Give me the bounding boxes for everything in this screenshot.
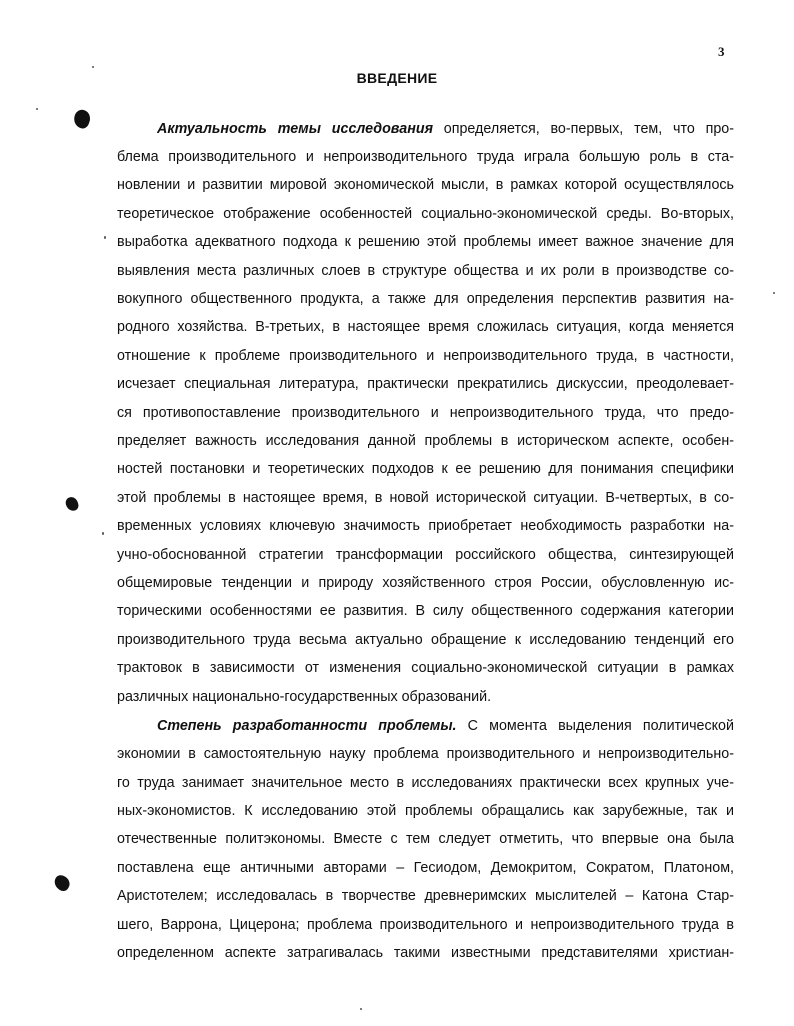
text-line: родного хозяйства. В-третьих, в настоящее время сложилась ситуация, когда меняется xyxy=(117,319,734,335)
text-line: шего, Варрона, Цицерона; проблема производительного и непроизводительного труда в xyxy=(117,917,734,933)
text-line: Актуальность темы исследования определяется, во-первых, тем, что про- xyxy=(157,121,734,137)
text-line: ся противопоставление производительного и непроизводительного труда, что предо- xyxy=(117,405,734,421)
text-line: учно-обоснованной стратегии трансформации российского общества, синтезирующей xyxy=(117,547,734,563)
text-line: вокупного общественного продукта, а также для определения перспектив развития на- xyxy=(117,291,734,307)
text-line: Аристотелем; исследовалась в творчестве древнеримских мыслителей – Катона Стар- xyxy=(117,888,734,904)
text-line: поставлена еще античными авторами – Гесиодом, Демокритом, Сократом, Платоном, xyxy=(117,860,734,876)
text-line: отечественные политэкономы. Вместе с тем следует отметить, что впервые она была xyxy=(117,831,734,847)
text-line: экономии в самостоятельную науку проблема производительного и непроизводительно- xyxy=(117,746,734,762)
text-line: выработка адекватного подхода к решению этой проблемы имеет важное значение для xyxy=(117,234,734,250)
scan-speck xyxy=(104,236,106,239)
scan-speck xyxy=(360,1008,362,1010)
text-line: отношение к проблеме производительного и непроизводительного труда, в частности, xyxy=(117,348,734,364)
scan-mark xyxy=(51,873,72,894)
text-line: Степень разработанности проблемы. С момента выделения политической xyxy=(157,718,734,734)
text-line: го труда занимает значительное место в исследованиях практически всех крупных уче- xyxy=(117,775,734,791)
page-number: 3 xyxy=(718,44,725,59)
text-line: трактовок в зависимости от изменения социально-экономической ситуации в рамках xyxy=(117,660,734,676)
text-line: этой проблемы в настоящее время, в новой исторической ситуации. В-четвертых, в со- xyxy=(117,490,734,506)
scan-speck xyxy=(773,292,775,294)
paragraph-lead: Степень разработанности проблемы. xyxy=(157,718,457,734)
page-title: ВВЕДЕНИЕ xyxy=(356,70,438,86)
text-line: производительного труда весьма актуально обращение к исследованию тенденций его xyxy=(117,632,734,648)
scan-speck xyxy=(92,66,94,68)
text-line: новлении и развитии мировой экономической мысли, в рамках которой осуществлялось xyxy=(117,177,734,193)
text-line: определенном аспекте затрагивалась такими известными представителями христиан- xyxy=(117,945,734,961)
text-line: теоретическое отображение особенностей социально-экономической среды. Во-вторых, xyxy=(117,206,734,222)
text-line: пределяет важность исследования данной проблемы в историческом аспекте, особен- xyxy=(117,433,734,449)
text-line: ных-экономистов. К исследованию этой проблемы обращались как зарубежные, так и xyxy=(117,803,734,819)
text-line: исчезает специальная литература, практически прекратились дискуссии, преодолевает- xyxy=(117,376,734,392)
text-line: временных условиях ключевую значимость приобретает необходимость разработки на- xyxy=(117,518,734,534)
scan-mark xyxy=(71,108,92,130)
paragraph-lead: Актуальность темы исследования xyxy=(157,121,433,137)
scan-mark xyxy=(64,496,79,513)
text-line: блема производительного и непроизводительного труда играла большую роль в ста- xyxy=(117,149,734,165)
scan-speck xyxy=(102,532,104,535)
text-line: общемировые тенденции и природу хозяйственного строя России, обусловленную ис- xyxy=(117,575,734,591)
text-line: торическими особенностями ее развития. В силу общественного содержания категории xyxy=(117,603,734,619)
text-line: различных национально-государственных образований. xyxy=(117,689,492,705)
text-line: выявления места различных слоев в структуре общества и их роли в производстве со- xyxy=(117,263,734,279)
text-line: ностей постановки и теоретических подходов к ее решению для понимания специфики xyxy=(117,461,734,477)
scan-speck xyxy=(36,108,38,110)
